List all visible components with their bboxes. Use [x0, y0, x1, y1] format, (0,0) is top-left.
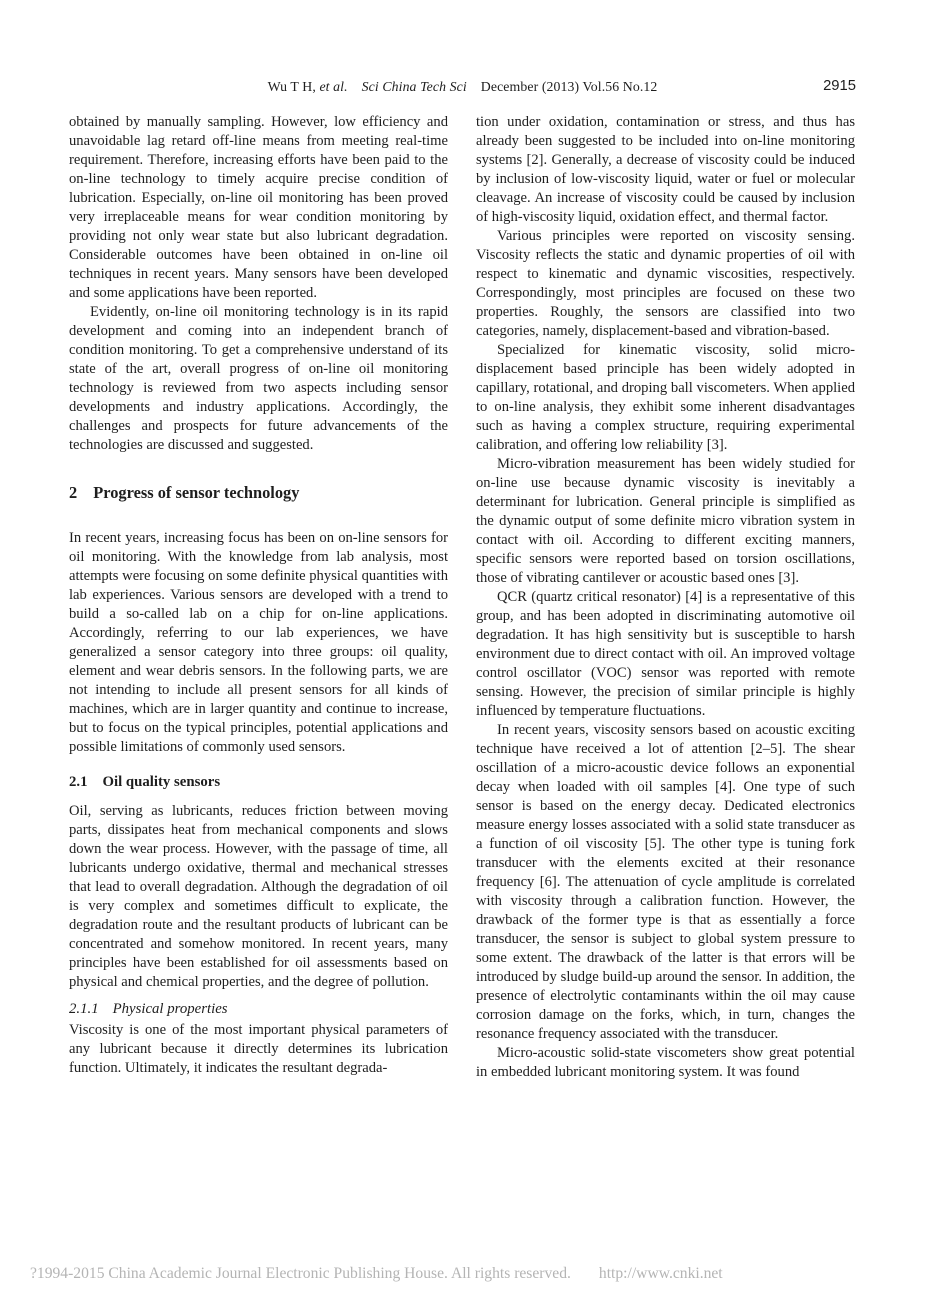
page-number: 2915: [823, 78, 856, 94]
right-column: [476, 113, 855, 1082]
section-number: 2.1.1: [69, 1001, 99, 1017]
paragraph: tion under oxidation, contamination or stress, and thus has already been suggested to be included into on-line monitoring systems [2]. Generally, a decrease of viscosity could be induced by inclusion of low-viscosity liquid, water or fuel or molecular cleavage. An increase of viscosity could be caused by inclusion of high-viscosity liquid, oxidation effect, and thermal factor.: [476, 114, 855, 225]
paragraph: Micro-acoustic solid-state viscometers show great potential in embedded lubricant monitoring system. It was found: [476, 1045, 855, 1080]
section-number: 2: [69, 483, 78, 502]
section-title: Oil quality sensors: [102, 774, 221, 790]
paragraph: Oil, serving as lubricants, reduces friction between moving parts, dissipates heat from mechanical components and slows down the wear process. However, with the passage of time, all lubricants undergo oxidative, thermal and mechanical stresses that lead to overall degradation. Although the degradation of oil is very complex and sometimes difficult to explicate, the degradation route and the resultant products of lubricant can be concentrated and somehow monitored. In recent years, many principles have been established for oil assessments based on physical and chemical properties, and the degree of pollution.: [69, 803, 448, 990]
paragraph: Micro-vibration measurement has been widely studied for on-line use because dynamic viscosity is inevitably a determinant for lubrication. General principle is simplified as the dynamic output of some definite micro vibration system in contact with oil. According to different exciting manners, specific sensors were reported based on torsion oscillations, those of vibrating cantilever or acoustic based ones [3].: [476, 456, 855, 586]
section-title: Progress of sensor technology: [93, 483, 300, 502]
header-journal: Sci China Tech Sci: [361, 79, 467, 94]
footer-url: http://www.cnki.net: [598, 1265, 723, 1282]
two-column-body: [69, 113, 856, 1082]
paragraph: QCR (quartz critical resonator) [4] is a representative of this group, and has been adopted in discriminating automotive oil degradation. It has high sensitivity but is susceptible to harsh environment due to direct contact with oil. An improved voltage control oscillator (VOC) sensor was reported with remote sensing. However, the precision of similar principle is highly influenced by temperature fluctuations.: [476, 589, 855, 719]
paragraph: obtained by manually sampling. However, low efficiency and unavoidable lag retard off-line means from meeting real-time requirement. Therefore, increasing efforts have been paid to the on-line technology to timely acquire precise condition of lubrication. Especially, on-line oil monitoring has been proved very irreplaceable means for wear condition monitoring by providing not only wear state but also lubricant degradation. Considerable outcomes have been obtained in on-line oil techniques in recent years. Many sensors have been developed and some applications have been reported.: [69, 114, 448, 301]
paragraph: Specialized for kinematic viscosity, solid micro-displacement based principle has been widely adopted in capillary, rotational, and droping ball viscometers. When applied to on-line analysis, they exhibit some inherent disadvantages such as having a complex structure, requiring experimental calibration, and offering low reliability [3].: [476, 342, 855, 453]
header-citation: [69, 78, 856, 96]
section-title: Physical properties: [112, 1001, 228, 1017]
section-number: 2.1: [69, 774, 88, 790]
paragraph: In recent years, viscosity sensors based on acoustic exciting technique have received a lot of attention [2–5]. The shear oscillation of a micro-acoustic device follows an exponential decay when loaded with oil samples [4]. One type of such sensor is based on the energy decay. Dedicated electronics measure energy losses associated with a solid state transducer as a function of oil viscosity [5]. The other type is tuning fork transducer with the elements excited at their resonance frequency [6]. The attenuation of cycle amplitude is correlated with viscosity through a calibration function. However, the drawback of the former type is that as essentially a force transducer, the sensor is subject to global system pressure to some extent. The drawback of the latter is that errors will be introduced by sludge build-up around the sensor. In addition, the presence of electrolytic contaminants within the oil may cause corrosion damage on the forks, which, in turn, changes the resonance frequency associated with the transducer.: [476, 722, 855, 1042]
left-column: [69, 113, 448, 1082]
header-authors: Wu T H,: [267, 79, 316, 94]
section-heading-2: [69, 482, 448, 504]
paragraph: Various principles were reported on viscosity sensing. Viscosity reflects the static and dynamic properties of oil with respect to kinematic and dynamic viscosities, respectively. Correspondingly, most principles are focused on these two properties. Roughly, the sensors are classified into two categories, namely, displacement-based and vibration-based.: [476, 228, 855, 339]
subsection-heading-2-1: [69, 773, 448, 792]
footer-copyright: ?1994-2015 China Academic Journal Electronic Publishing House. All rights reserved.: [30, 1265, 571, 1282]
running-header: [69, 78, 856, 96]
paragraph: In recent years, increasing focus has been on on-line sensors for oil monitoring. With the knowledge from lab analysis, most attempts were focusing on some definite physical quantities with lab experiences. Various sensors are developed with a trend to build a so-called lab on a chip for on-line applications. Accordingly, referring to our lab experiences, we have generalized a sensor category into three groups: oil quality, element and wear debris sensors. In the following parts, we are not intending to include all present sensors for all kinds of machines, which are in larger quantity and continue to increase, but to focus on the typical principles, potential applications and possible limitations of commonly used sensors.: [69, 530, 448, 755]
paragraph: Evidently, on-line oil monitoring technology is in its rapid development and coming into an independent branch of condition monitoring. To get a comprehensive understand of its state of the art, overall progress of on-line oil monitoring technology is reviewed from two aspects including sensor developments and industry applications. Accordingly, the challenges and prospects for future advancements of the technologies are discussed and suggested.: [69, 304, 448, 453]
footer: [30, 1264, 895, 1284]
header-etal: et al.: [319, 79, 348, 94]
header-issue: December (2013) Vol.56 No.12: [480, 79, 658, 94]
subsubsection-heading-2-1-1: [69, 1000, 448, 1019]
paragraph: Viscosity is one of the most important physical parameters of any lubricant because it directly determines its lubrication function. Ultimately, it indicates the resultant degrada-: [69, 1022, 448, 1076]
